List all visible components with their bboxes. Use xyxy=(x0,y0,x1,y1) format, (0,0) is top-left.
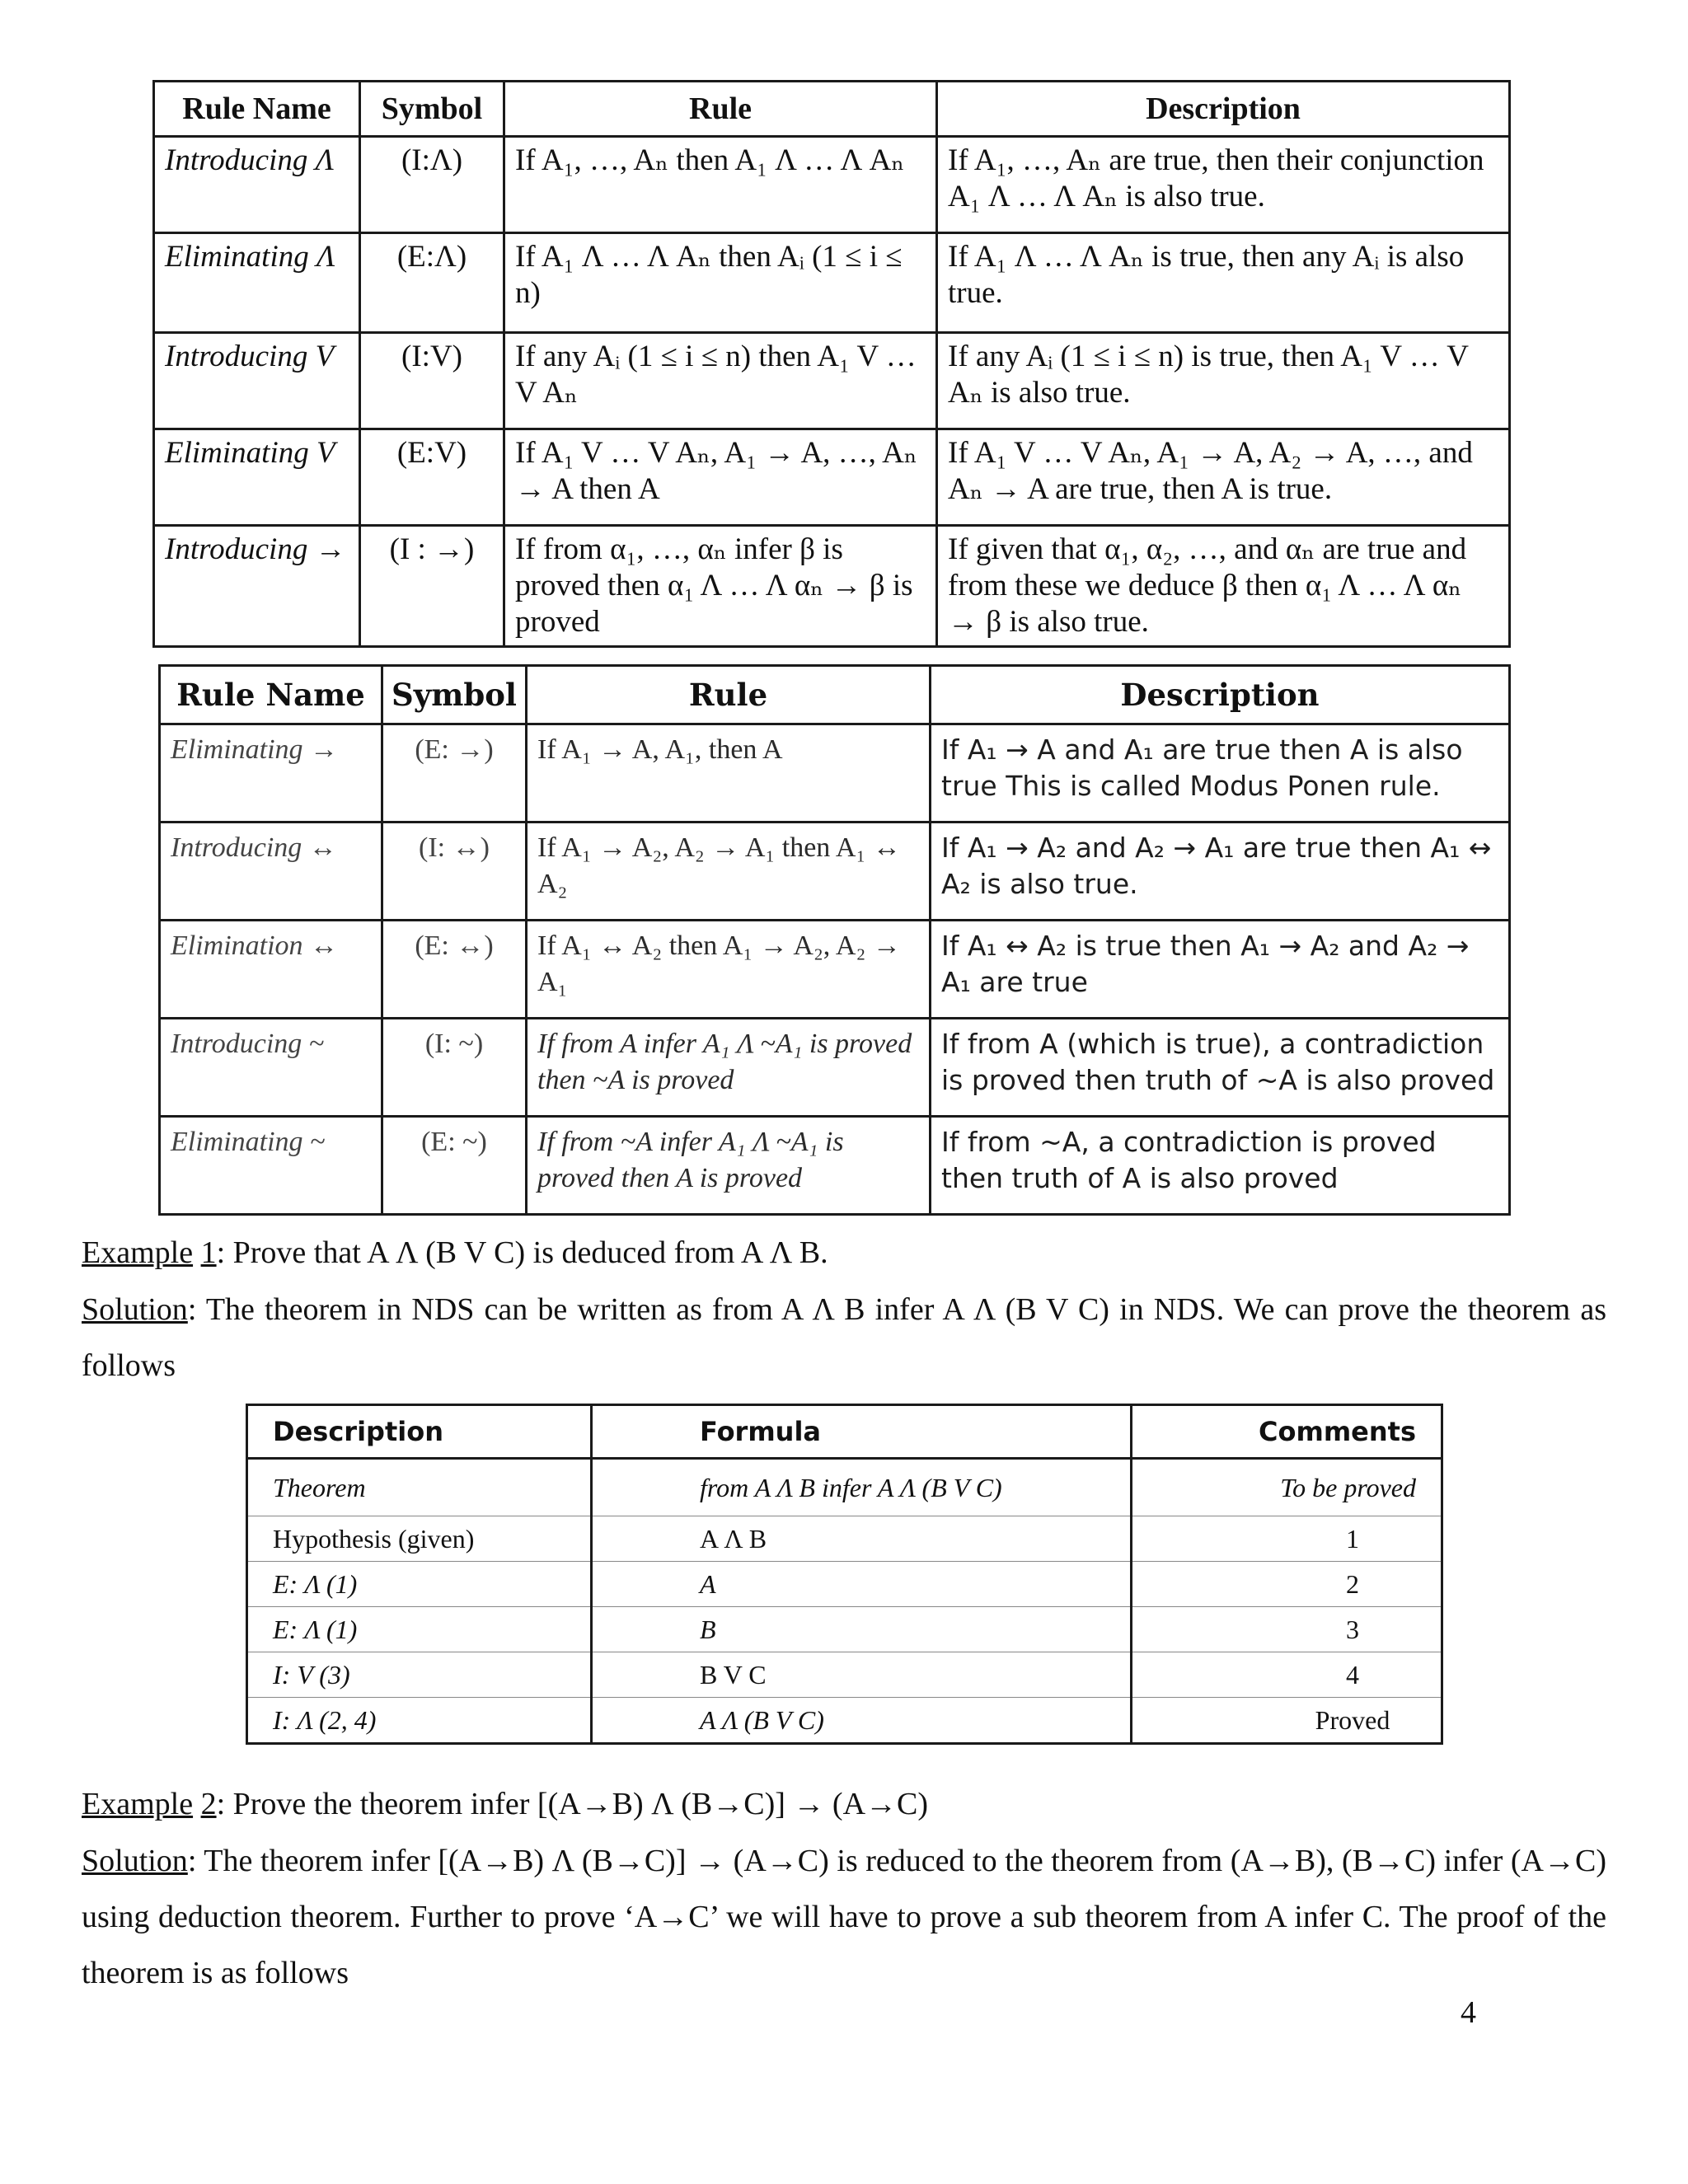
rule-name-cell: Elimination ↔ xyxy=(160,921,382,1019)
column-header-formula: Formula xyxy=(592,1405,1132,1459)
rule-cell: If A₁ → A₂, A₂ → A₁ then A₁ ↔ A₂ xyxy=(527,823,931,921)
table-row xyxy=(247,1516,1442,1562)
example-2-label: Example xyxy=(82,1787,194,1821)
comment-cell: 3 xyxy=(1132,1607,1442,1652)
description-cell: If A₁ → A and A₁ are true then A is also true This is called Modus Ponen rule. xyxy=(931,724,1510,823)
symbol-cell: (E: →) xyxy=(382,724,527,823)
table-row xyxy=(247,1698,1442,1744)
table-row xyxy=(160,823,1510,921)
comment-cell: To be proved xyxy=(1132,1459,1442,1516)
rules-table-1 xyxy=(152,80,1511,648)
rule-cell: If A₁ ↔ A₂ then A₁ → A₂, A₂ → A₁ xyxy=(527,921,931,1019)
rule-name-cell: Introducing ↔ xyxy=(160,823,382,921)
rule-cell: If from ~A infer A₁ Λ ~A₁ is proved then A is proved xyxy=(527,1117,931,1215)
example-1-statement xyxy=(82,1225,1606,1281)
rule-cell: If A₁ Λ … Λ Aₙ then Aᵢ (1 ≤ i ≤ n) xyxy=(504,233,937,333)
symbol-cell: (E: ↔) xyxy=(382,921,527,1019)
rule-cell: If any Aᵢ (1 ≤ i ≤ n) then A₁ V … V Aₙ xyxy=(504,333,937,429)
column-header-symbol: Symbol xyxy=(382,666,527,724)
rule-name-cell: Introducing V xyxy=(154,333,360,429)
example-1-number: 1 xyxy=(200,1235,217,1270)
rule-cell: If A₁ → A, A₁, then A xyxy=(527,724,931,823)
solution-1-paragraph xyxy=(82,1282,1606,1394)
rule-name-cell: Introducing ~ xyxy=(160,1019,382,1117)
symbol-cell: (I:Λ) xyxy=(360,137,504,233)
formula-cell: A xyxy=(592,1562,1132,1607)
comment-cell: 2 xyxy=(1132,1562,1442,1607)
description-cell: If from A (which is true), a contradiction is proved then truth of ~A is also proved xyxy=(931,1019,1510,1117)
description-cell: Hypothesis (given) xyxy=(247,1516,592,1562)
table-header-row xyxy=(160,666,1510,724)
description-cell: If A₁ Λ … Λ Aₙ is true, then any Aᵢ is also true. xyxy=(937,233,1510,333)
table-row xyxy=(247,1607,1442,1652)
description-cell: If from ~A, a contradiction is proved then truth of A is also proved xyxy=(931,1117,1510,1215)
rule-name-cell: Eliminating V xyxy=(154,429,360,526)
example-2-statement xyxy=(82,1776,1606,1832)
column-header-description: Description xyxy=(931,666,1510,724)
description-cell: If A₁ → A₂ and A₂ → A₁ are true then A₁ ↔ A₂ is also true. xyxy=(931,823,1510,921)
example-1-text: : Prove that A Λ (B V C) is deduced from A Λ B. xyxy=(216,1235,828,1270)
column-header-rule-name: Rule Name xyxy=(160,666,382,724)
table-header-row xyxy=(247,1405,1442,1459)
table-row xyxy=(154,137,1510,233)
table-row xyxy=(247,1562,1442,1607)
column-header-rule: Rule xyxy=(504,82,937,137)
solution-1-text: : The theorem in NDS can be written as from A Λ B infer A Λ (B V C) in NDS. We can prove the theorem as follows xyxy=(82,1292,1606,1383)
table-row xyxy=(247,1652,1442,1698)
rule-cell: If A₁ V … V Aₙ, A₁ → A, …, Aₙ → A then A xyxy=(504,429,937,526)
column-header-symbol: Symbol xyxy=(360,82,504,137)
comment-cell: 4 xyxy=(1132,1652,1442,1698)
description-cell: I: Λ (2, 4) xyxy=(247,1698,592,1744)
description-cell: If any Aᵢ (1 ≤ i ≤ n) is true, then A₁ V … V Aₙ is also true. xyxy=(937,333,1510,429)
comment-cell: Proved xyxy=(1132,1698,1442,1744)
table-row xyxy=(247,1459,1442,1516)
column-header-rule-name: Rule Name xyxy=(154,82,360,137)
symbol-cell: (E:Λ) xyxy=(360,233,504,333)
table-row xyxy=(154,526,1510,647)
description-cell: If A₁ V … V Aₙ, A₁ → A, A₂ → A, …, and Aₙ → A are true, then A is true. xyxy=(937,429,1510,526)
rule-name-cell: Eliminating → xyxy=(160,724,382,823)
table-row xyxy=(154,429,1510,526)
comment-cell: 1 xyxy=(1132,1516,1442,1562)
description-cell: I: V (3) xyxy=(247,1652,592,1698)
formula-cell: A Λ (B V C) xyxy=(592,1698,1132,1744)
column-header-comments: Comments xyxy=(1132,1405,1442,1459)
description-cell: If A₁ ↔ A₂ is true then A₁ → A₂ and A₂ → A₁ are true xyxy=(931,921,1510,1019)
rule-cell: If from A infer A₁ Λ ~A₁ is proved then ~A is proved xyxy=(527,1019,931,1117)
rule-cell: If from α₁, …, αₙ infer β is proved then α₁ Λ … Λ αₙ → β is proved xyxy=(504,526,937,647)
solution-2-paragraph xyxy=(82,1833,1606,2001)
table-row xyxy=(160,1019,1510,1117)
column-header-rule: Rule xyxy=(527,666,931,724)
rule-name-cell: Introducing → xyxy=(154,526,360,647)
rule-name-cell: Introducing Λ xyxy=(154,137,360,233)
table-row xyxy=(160,724,1510,823)
description-cell: If A₁, …, Aₙ are true, then their conjunction A₁ Λ … Λ Aₙ is also true. xyxy=(937,137,1510,233)
formula-cell: from A Λ B infer A Λ (B V C) xyxy=(592,1459,1132,1516)
symbol-cell: (I:V) xyxy=(360,333,504,429)
description-cell: E: Λ (1) xyxy=(247,1562,592,1607)
table-row xyxy=(154,333,1510,429)
table-row xyxy=(160,921,1510,1019)
rule-name-cell: Eliminating ~ xyxy=(160,1117,382,1215)
solution-2-text: : The theorem infer [(A→B) Λ (B→C)] → (A→C) is reduced to the theorem from (A→B), (B→C) infer (A→C) using deduction theorem. Further to prove ‘A→C’ we will have to prove a sub theorem from A infer C. The proof of the theorem is as follows xyxy=(82,1844,1606,1990)
column-header-description: Description xyxy=(247,1405,592,1459)
page-number: 4 xyxy=(1461,1995,1476,2030)
symbol-cell: (I: ~) xyxy=(382,1019,527,1117)
example-2-number: 2 xyxy=(200,1787,217,1821)
proof-table xyxy=(246,1404,1443,1745)
rule-cell: If A₁, …, Aₙ then A₁ Λ … Λ Aₙ xyxy=(504,137,937,233)
description-cell: If given that α₁, α₂, …, and αₙ are true and from these we deduce β then α₁ Λ … Λ αₙ → β is also true. xyxy=(937,526,1510,647)
solution-1-label: Solution xyxy=(82,1292,188,1327)
table-row xyxy=(154,233,1510,333)
formula-cell: B V C xyxy=(592,1652,1132,1698)
description-cell: Theorem xyxy=(247,1459,592,1516)
symbol-cell: (I: ↔) xyxy=(382,823,527,921)
example-2-text: : Prove the theorem infer [(A→B) Λ (B→C)] → (A→C) xyxy=(216,1787,929,1821)
description-cell: E: Λ (1) xyxy=(247,1607,592,1652)
symbol-cell: (E: ~) xyxy=(382,1117,527,1215)
symbol-cell: (I : →) xyxy=(360,526,504,647)
rules-table-2 xyxy=(158,664,1511,1216)
symbol-cell: (E:V) xyxy=(360,429,504,526)
formula-cell: A Λ B xyxy=(592,1516,1132,1562)
solution-2-label: Solution xyxy=(82,1844,188,1878)
table-header-row xyxy=(154,82,1510,137)
column-header-description: Description xyxy=(937,82,1510,137)
example-1-label: Example xyxy=(82,1235,194,1270)
rule-name-cell: Eliminating Λ xyxy=(154,233,360,333)
formula-cell: B xyxy=(592,1607,1132,1652)
table-row xyxy=(160,1117,1510,1215)
